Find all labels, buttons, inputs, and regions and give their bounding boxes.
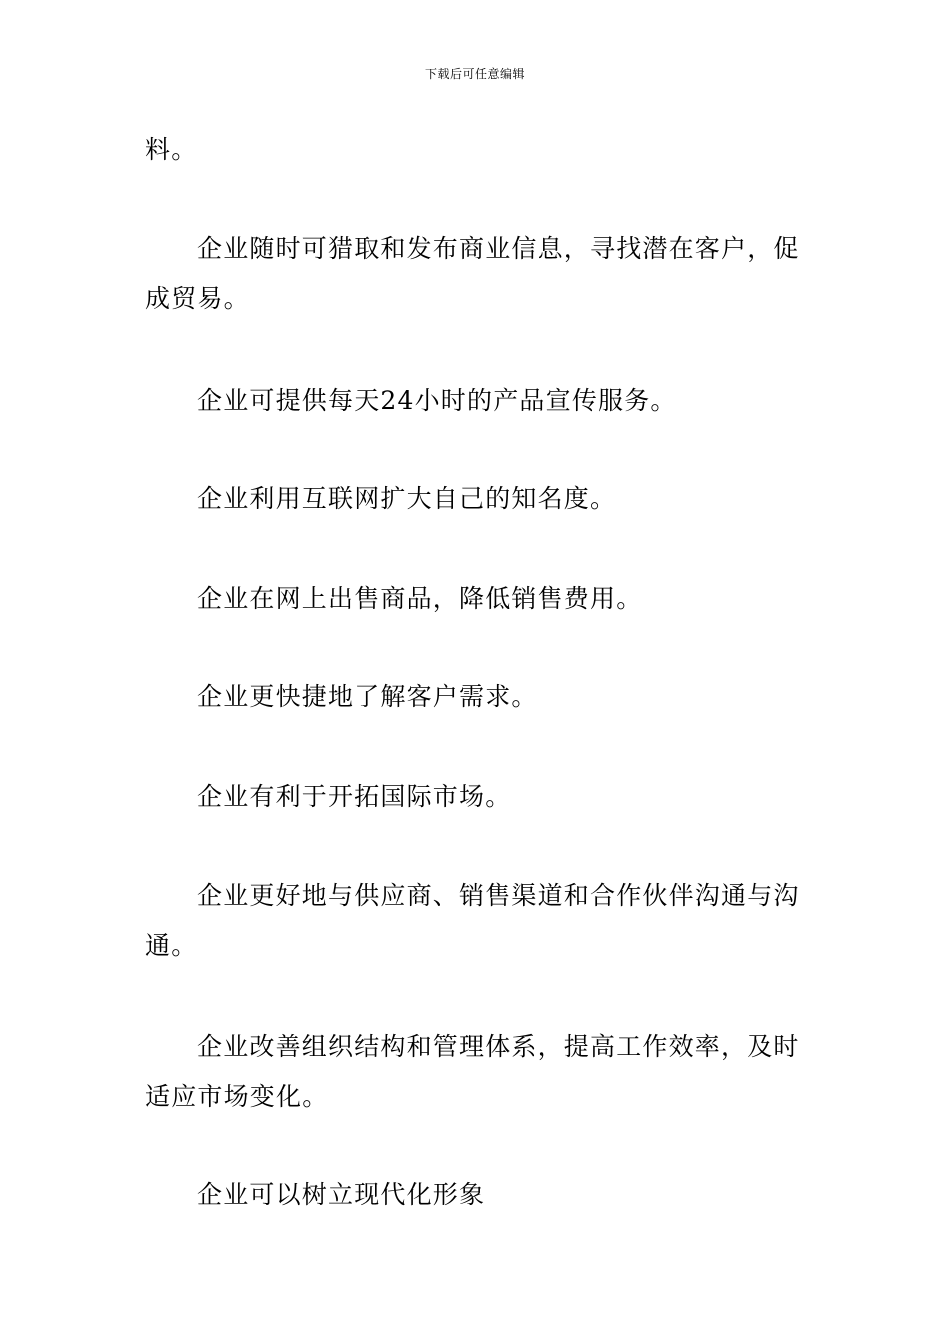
paragraph: 企业更快捷地了解客户需求。 xyxy=(197,682,538,711)
page-header: 下载后可任意编辑 xyxy=(424,67,525,81)
paragraph: 企业可以树立现代化形象 xyxy=(197,1180,486,1209)
paragraph: 企业改善组织结构和管理体系，提高工作效率，及时适应市场变化。 xyxy=(145,1032,800,1111)
paragraph: 企业可提供每天24小时的产品宣传服务。 xyxy=(197,386,677,415)
paragraph: 企业有利于开拓国际市场。 xyxy=(197,782,512,811)
paragraph: 企业更好地与供应商、销售渠道和合作伙伴沟通与沟通。 xyxy=(145,881,800,960)
paragraph: 企业利用互联网扩大自己的知名度。 xyxy=(197,484,617,513)
paragraph-continuation: 料。 xyxy=(145,135,198,164)
paragraph: 企业随时可猎取和发布商业信息，寻找潜在客户，促成贸易。 xyxy=(145,234,800,313)
paragraph: 企业在网上出售商品，降低销售费用。 xyxy=(197,584,643,613)
